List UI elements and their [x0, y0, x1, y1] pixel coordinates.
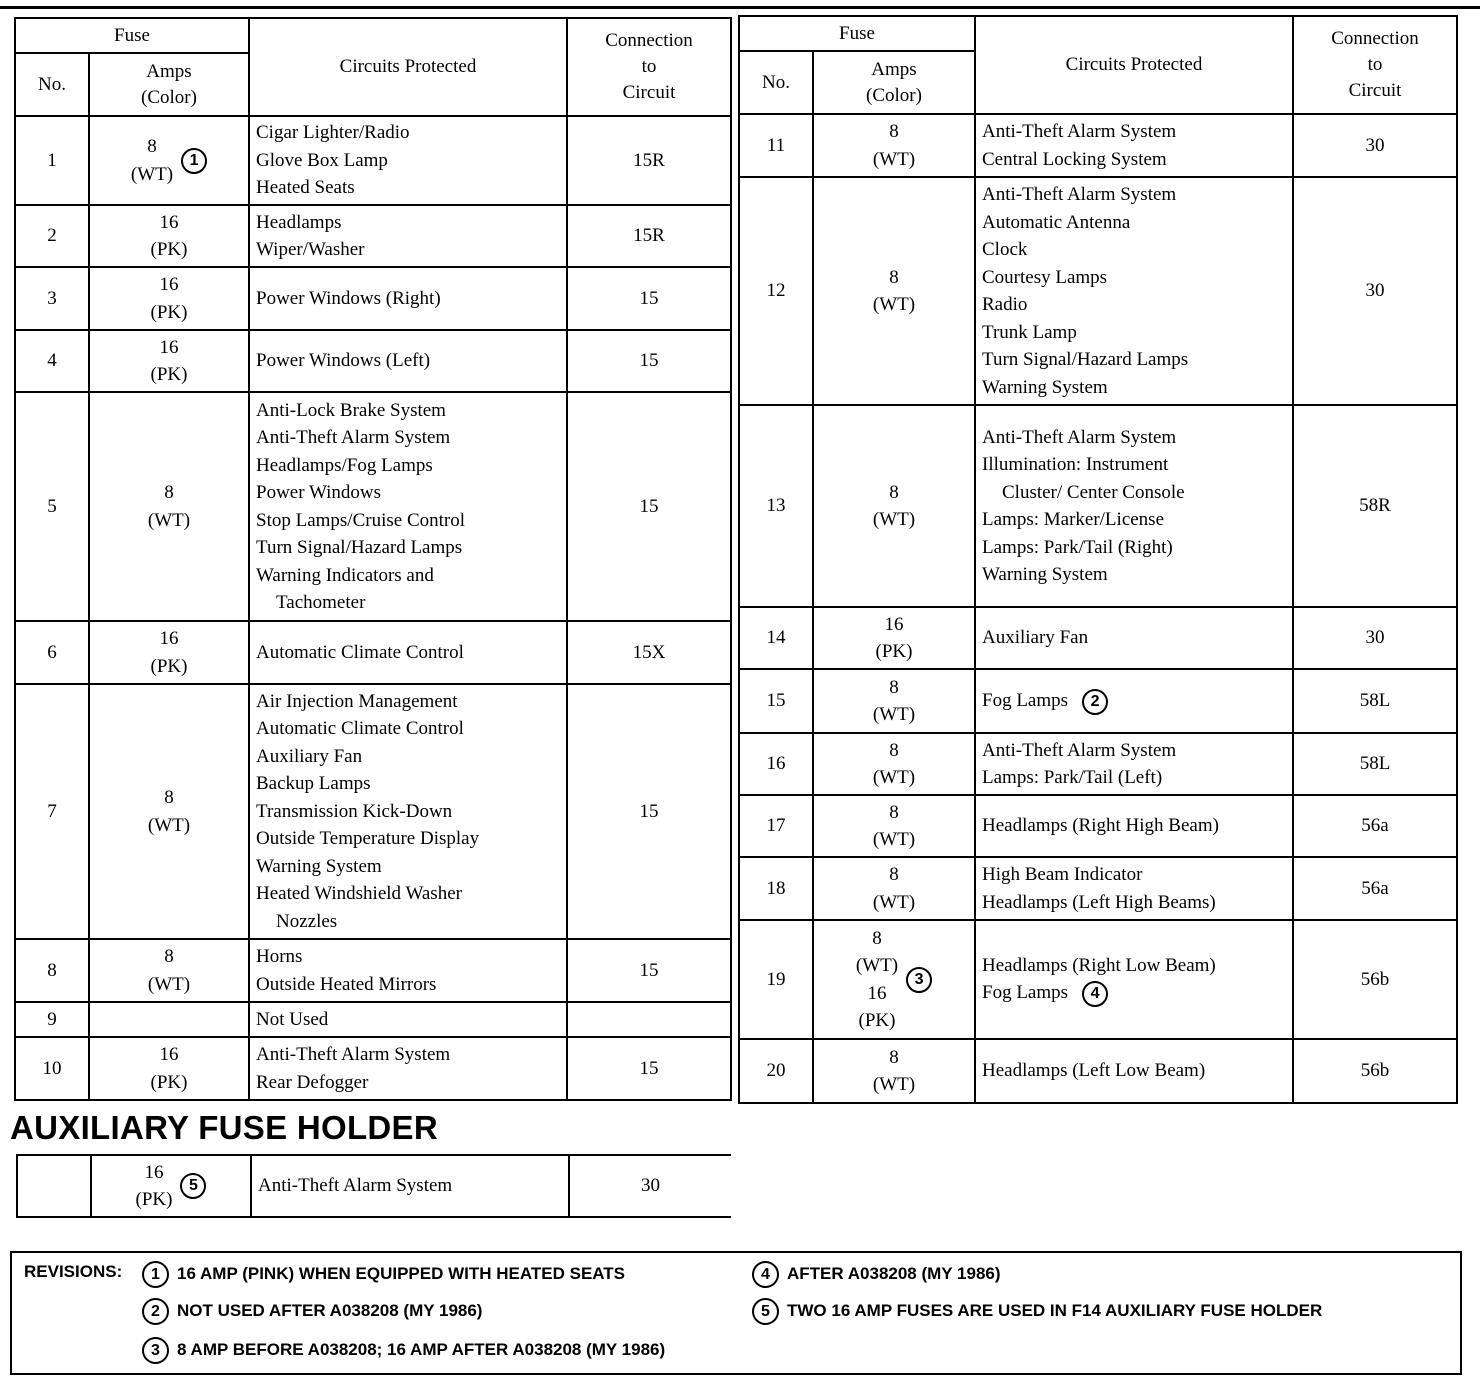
circuits-protected	[249, 205, 567, 267]
fuse-amps: 8 (WT)	[89, 684, 249, 939]
circuit-line: Lamps: Park/Tail (Left)	[982, 767, 1163, 788]
aux-circuit: Anti-Theft Alarm System	[251, 1155, 569, 1217]
circuit-line: Cluster/ Center Console	[1002, 481, 1185, 503]
fuse-amps: 8 (WT)	[813, 177, 975, 405]
circuit-line: Turn Signal/Hazard Lamps	[256, 537, 463, 558]
circuit-line: Auxiliary Fan	[256, 745, 363, 767]
circuit-line: Warning System	[982, 564, 1108, 585]
amps-header: Amps (Color)	[813, 51, 975, 114]
circuit-line: Warning Indicators and	[256, 564, 434, 586]
fuse-amps: 16 (PK)	[813, 607, 975, 669]
revision-number-icon: 2	[142, 1298, 169, 1325]
circuit-line: Headlamps/Fog Lamps	[256, 454, 433, 476]
connection-header: Connection to Circuit	[567, 18, 731, 116]
fuse-number: 4	[15, 330, 89, 392]
revisions-label: REVISIONS:	[24, 1262, 123, 1281]
top-rule	[0, 6, 1480, 9]
circuit-line: Power Windows (Left)	[256, 350, 431, 372]
circuit-line: High Beam Indicator	[982, 864, 1143, 885]
circuits-protected	[975, 607, 1293, 669]
connection-to-circuit: 15X	[567, 621, 731, 684]
circuit-line: Auxiliary Fan	[982, 627, 1089, 649]
connection-to-circuit: 58L	[1293, 669, 1457, 733]
circuit-line: Warning System	[982, 376, 1108, 398]
fuse-amps: 8 (WT)	[89, 939, 249, 1002]
fuse-row	[739, 795, 1457, 857]
fuse-number: 11	[739, 114, 813, 177]
revisions-box	[10, 1251, 1462, 1375]
circuit-line: Clock	[982, 239, 1028, 260]
fuse-amps: 8 (WT)	[813, 733, 975, 795]
fuse-row	[15, 267, 731, 330]
revision-marker-icon: 4	[1082, 981, 1108, 1007]
circuit-line: Cigar Lighter/Radio	[256, 122, 410, 144]
fuse-header: Fuse	[739, 16, 975, 51]
fuse-number: 16	[739, 733, 813, 795]
circuits-protected	[249, 392, 567, 621]
fuse-number: 15	[739, 669, 813, 733]
circuits-protected	[249, 939, 567, 1002]
fuse-number: 7	[15, 684, 89, 939]
no-header: No.	[15, 53, 89, 116]
revision-item: 5 TWO 16 AMP FUSES ARE USED IN F14 AUXILIARY FUSE HOLDER	[752, 1297, 1322, 1325]
circuit-line: Power Windows (Right)	[256, 287, 441, 309]
circuit-line: Wiper/Washer	[256, 239, 365, 260]
circuits-protected	[249, 330, 567, 392]
connection-to-circuit: 56a	[1293, 795, 1457, 857]
revision-number-icon: 4	[752, 1261, 779, 1288]
circuit-line: Anti-Lock Brake System	[256, 399, 446, 421]
connection-to-circuit: 15R	[567, 205, 731, 267]
connection-to-circuit: 15	[567, 939, 731, 1002]
fuse-row	[15, 330, 731, 392]
connection-to-circuit: 30	[1293, 114, 1457, 177]
circuit-line: Headlamps (Right High Beam)	[982, 815, 1219, 837]
fuse-row	[15, 1037, 731, 1100]
circuit-line: Automatic Climate Control	[256, 718, 464, 740]
circuit-line: Anti-Theft Alarm System	[982, 739, 1177, 761]
connection-to-circuit: 15	[567, 684, 731, 939]
circuits-protected	[975, 405, 1293, 607]
fuse-number: 8	[15, 939, 89, 1002]
aux-amps: 16 (PK) 5	[91, 1155, 251, 1217]
revision-number-icon: 3	[142, 1337, 169, 1364]
revision-marker-icon: 3	[906, 967, 932, 993]
circuits-protected	[975, 795, 1293, 857]
fuse-number: 2	[15, 205, 89, 267]
fuse-amps: 8 (WT)	[813, 857, 975, 920]
fuse-number: 20	[739, 1039, 813, 1103]
circuit-line: Turn Signal/Hazard Lamps	[982, 349, 1189, 370]
circuit-line: Automatic Antenna	[982, 211, 1131, 233]
connection-to-circuit: 15	[567, 392, 731, 621]
revision-number-icon: 1	[142, 1261, 169, 1288]
fuse-amps: 16 (PK)	[89, 205, 249, 267]
fuse-amps: 16 (PK)	[89, 1037, 249, 1100]
circuits-protected	[249, 267, 567, 330]
revision-number-icon: 5	[752, 1298, 779, 1325]
circuits-protected	[975, 669, 1293, 733]
fuse-row	[739, 857, 1457, 920]
fuse-amps: 8 (WT) 16 (PK) 3	[813, 920, 975, 1039]
fuse-table-right	[738, 15, 1458, 1104]
circuit-line: Heated Seats	[256, 177, 355, 199]
fuse-number: 12	[739, 177, 813, 405]
fuse-amps	[89, 1002, 249, 1037]
fuse-number: 18	[739, 857, 813, 920]
fuse-row	[15, 1002, 731, 1037]
fuse-number: 5	[15, 392, 89, 621]
circuit-line: Central Locking System	[982, 148, 1167, 170]
fuse-row	[739, 733, 1457, 795]
aux-fuse-table	[16, 1154, 731, 1218]
fuse-table-left	[14, 17, 732, 1101]
circuit-line: Nozzles	[276, 910, 338, 932]
circuit-line: Illumination: Instrument	[982, 454, 1169, 475]
fuse-amps: 8 (WT)	[89, 392, 249, 621]
aux-no	[17, 1155, 91, 1217]
fuse-row	[15, 684, 731, 939]
connection-to-circuit: 58L	[1293, 733, 1457, 795]
connection-to-circuit: 56a	[1293, 857, 1457, 920]
connection-to-circuit: 15	[567, 267, 731, 330]
fuse-amps: 16 (PK)	[89, 330, 249, 392]
circuit-line: Headlamps	[256, 211, 342, 233]
fuse-number: 9	[15, 1002, 89, 1037]
circuits-protected	[975, 177, 1293, 405]
circuits-protected	[249, 1037, 567, 1100]
fuse-number: 13	[739, 405, 813, 607]
no-header: No.	[739, 51, 813, 114]
circuit-line: Courtesy Lamps	[982, 266, 1108, 288]
circuits-header: Circuits Protected	[975, 16, 1293, 114]
connection-to-circuit: 56b	[1293, 920, 1457, 1039]
circuit-line: Anti-Theft Alarm System	[982, 426, 1177, 448]
fuse-amps: 8 (WT)	[813, 114, 975, 177]
fuse-amps: 16 (PK)	[89, 267, 249, 330]
fuse-number: 19	[739, 920, 813, 1039]
aux-title: AUXILIARY FUSE HOLDER	[10, 1109, 439, 1146]
fuse-row	[15, 621, 731, 684]
circuit-line: Heated Windshield Washer	[256, 883, 462, 905]
circuit-line: Rear Defogger	[256, 1071, 369, 1093]
circuit-line: Trunk Lamp	[982, 321, 1077, 343]
circuit-line: Fog Lamps	[982, 690, 1069, 712]
connection-to-circuit: 15	[567, 330, 731, 392]
circuit-line: Headlamps (Right Low Beam)	[982, 954, 1216, 976]
circuit-line: Backup Lamps	[256, 773, 371, 795]
revision-item: 3 8 AMP BEFORE A038208; 16 AMP AFTER A038208 (MY 1986)	[142, 1336, 665, 1364]
fuse-amps: 8 (WT)	[813, 795, 975, 857]
circuit-line: Outside Temperature Display	[256, 828, 480, 850]
fuse-number: 3	[15, 267, 89, 330]
fuse-number: 14	[739, 607, 813, 669]
fuse-row	[739, 177, 1457, 405]
circuit-line: Automatic Climate Control	[256, 641, 464, 663]
fuse-row	[15, 392, 731, 621]
fuse-number: 10	[15, 1037, 89, 1100]
connection-to-circuit: 56b	[1293, 1039, 1457, 1103]
fuse-header: Fuse	[15, 18, 249, 53]
revision-item: 1 16 AMP (PINK) WHEN EQUIPPED WITH HEATED SEATS	[142, 1260, 625, 1288]
circuit-line: Fog Lamps	[982, 982, 1069, 1004]
fuse-row	[739, 669, 1457, 733]
fuse-amps: 8 (WT)	[813, 669, 975, 733]
connection-to-circuit: 30	[1293, 607, 1457, 669]
circuit-line: Stop Lamps/Cruise Control	[256, 509, 465, 531]
circuit-line: Headlamps (Left High Beams)	[982, 891, 1216, 913]
circuits-protected	[249, 621, 567, 684]
circuit-line: Transmission Kick-Down	[256, 800, 453, 822]
revision-marker-icon: 2	[1082, 689, 1108, 715]
circuits-protected	[249, 684, 567, 939]
circuit-line: Radio	[982, 294, 1028, 315]
revision-marker-icon: 1	[181, 148, 207, 174]
fuse-row	[739, 1039, 1457, 1103]
revision-item: 4 AFTER A038208 (MY 1986)	[752, 1260, 1001, 1288]
circuit-line: Lamps: Park/Tail (Right)	[982, 536, 1173, 558]
fuse-amps: 8 (WT) 1	[89, 116, 249, 205]
connection-header: Connection to Circuit	[1293, 16, 1457, 114]
connection-to-circuit: 58R	[1293, 405, 1457, 607]
circuit-line: Anti-Theft Alarm System	[982, 184, 1177, 205]
circuit-line: Anti-Theft Alarm System	[982, 121, 1177, 142]
aux-connection: 30	[569, 1155, 731, 1217]
fuse-row	[739, 405, 1457, 607]
circuit-line: Horns	[256, 946, 303, 967]
fuse-row	[739, 607, 1457, 669]
fuse-amps: 8 (WT)	[813, 405, 975, 607]
circuit-line: Tachometer	[276, 592, 366, 613]
circuit-line: Anti-Theft Alarm System	[256, 427, 451, 448]
revision-marker-icon: 5	[180, 1173, 206, 1199]
fuse-number: 6	[15, 621, 89, 684]
circuit-line: Warning System	[256, 855, 382, 877]
circuit-line: Glove Box Lamp	[256, 149, 388, 171]
circuit-line: Outside Heated Mirrors	[256, 973, 437, 995]
amps-header: Amps (Color)	[89, 53, 249, 116]
connection-to-circuit: 30	[1293, 177, 1457, 405]
circuit-line: Air Injection Management	[256, 690, 458, 712]
circuits-protected	[975, 114, 1293, 177]
connection-to-circuit: 15R	[567, 116, 731, 205]
circuits-header: Circuits Protected	[249, 18, 567, 116]
circuit-line: Headlamps (Left Low Beam)	[982, 1060, 1206, 1082]
circuits-protected	[249, 116, 567, 205]
circuit-line: Lamps: Marker/License	[982, 509, 1165, 530]
fuse-number: 1	[15, 116, 89, 205]
fuse-amps: 8 (WT)	[813, 1039, 975, 1103]
circuit-line: Not Used	[256, 1008, 329, 1030]
connection-to-circuit	[567, 1002, 731, 1037]
fuse-row	[15, 939, 731, 1002]
connection-to-circuit: 15	[567, 1037, 731, 1100]
circuits-protected	[249, 1002, 567, 1037]
fuse-row	[15, 205, 731, 267]
fuse-row	[739, 114, 1457, 177]
fuse-row	[15, 116, 731, 205]
fuse-amps: 16 (PK)	[89, 621, 249, 684]
fuse-number: 17	[739, 795, 813, 857]
circuits-protected	[975, 920, 1293, 1039]
revision-item: 2 NOT USED AFTER A038208 (MY 1986)	[142, 1297, 482, 1325]
circuits-protected	[975, 1039, 1293, 1103]
circuits-protected	[975, 733, 1293, 795]
circuit-line: Anti-Theft Alarm System	[256, 1044, 451, 1065]
circuit-line: Power Windows	[256, 482, 382, 503]
fuse-row	[739, 920, 1457, 1039]
circuits-protected	[975, 857, 1293, 920]
